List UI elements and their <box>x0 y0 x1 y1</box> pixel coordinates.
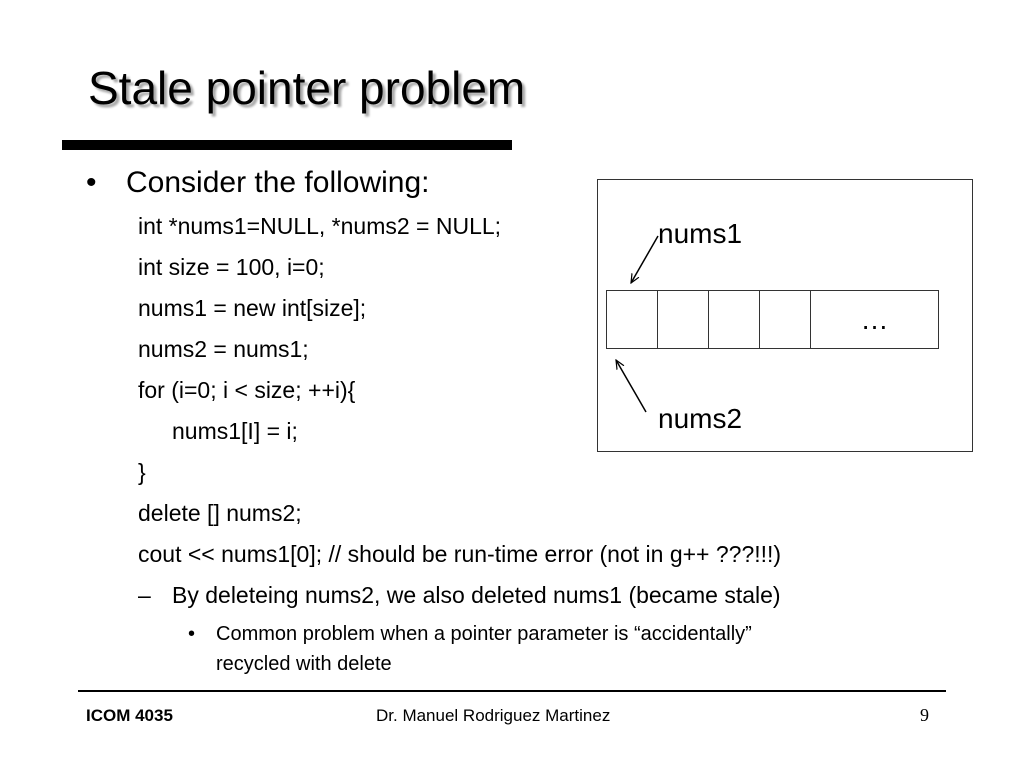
sub-bullet-text: By deleteing nums2, we also deleted nums1 (became stale) <box>172 582 781 608</box>
code-line-4: nums2 = nums1; <box>138 336 309 362</box>
code-line-9: cout << nums1[0]; // should be run-time error (not in g++ ???!!!) <box>138 541 782 567</box>
code-line-1: int *nums1=NULL, *nums2 = NULL; <box>138 213 502 239</box>
dash-bullet: – <box>138 582 151 608</box>
code-line-3: nums1 = new int[size]; <box>138 295 367 321</box>
subsub-bullet-line-2: recycled with delete <box>216 653 392 675</box>
code-line-2: int size = 100, i=0; <box>138 254 325 280</box>
array-block <box>606 290 939 349</box>
footer-course: ICOM 4035 <box>86 706 173 725</box>
code-line-8: delete [] nums2; <box>138 500 302 526</box>
footer-divider <box>78 690 946 692</box>
code-line-7: } <box>138 459 146 485</box>
code-line-5: for (i=0; i < size; ++i){ <box>138 377 356 403</box>
array-cell <box>760 291 811 348</box>
pointer-diagram <box>597 179 973 452</box>
array-cell <box>709 291 760 348</box>
footer-page-number: 9 <box>920 705 929 725</box>
nums2-arrow <box>616 360 646 412</box>
title-underline-bar <box>62 140 512 150</box>
main-bullet-dot: • <box>86 166 97 199</box>
nums1-label: nums1 <box>658 218 743 249</box>
array-cell <box>607 291 658 348</box>
subsub-bullet-line-1: Common problem when a pointer parameter is “accidentally” <box>216 623 752 645</box>
nums2-label: nums2 <box>658 403 743 434</box>
code-line-6: nums1[I] = i; <box>172 418 298 444</box>
nums1-arrow <box>631 236 658 283</box>
array-cell-ellipsis: … <box>860 303 889 335</box>
main-bullet-text: Consider the following: <box>126 166 430 199</box>
subsub-bullet-dot: • <box>188 623 196 645</box>
array-cell <box>658 291 709 348</box>
footer-author: Dr. Manuel Rodriguez Martinez <box>376 706 611 725</box>
slide-title: Stale pointer problem <box>88 62 526 114</box>
